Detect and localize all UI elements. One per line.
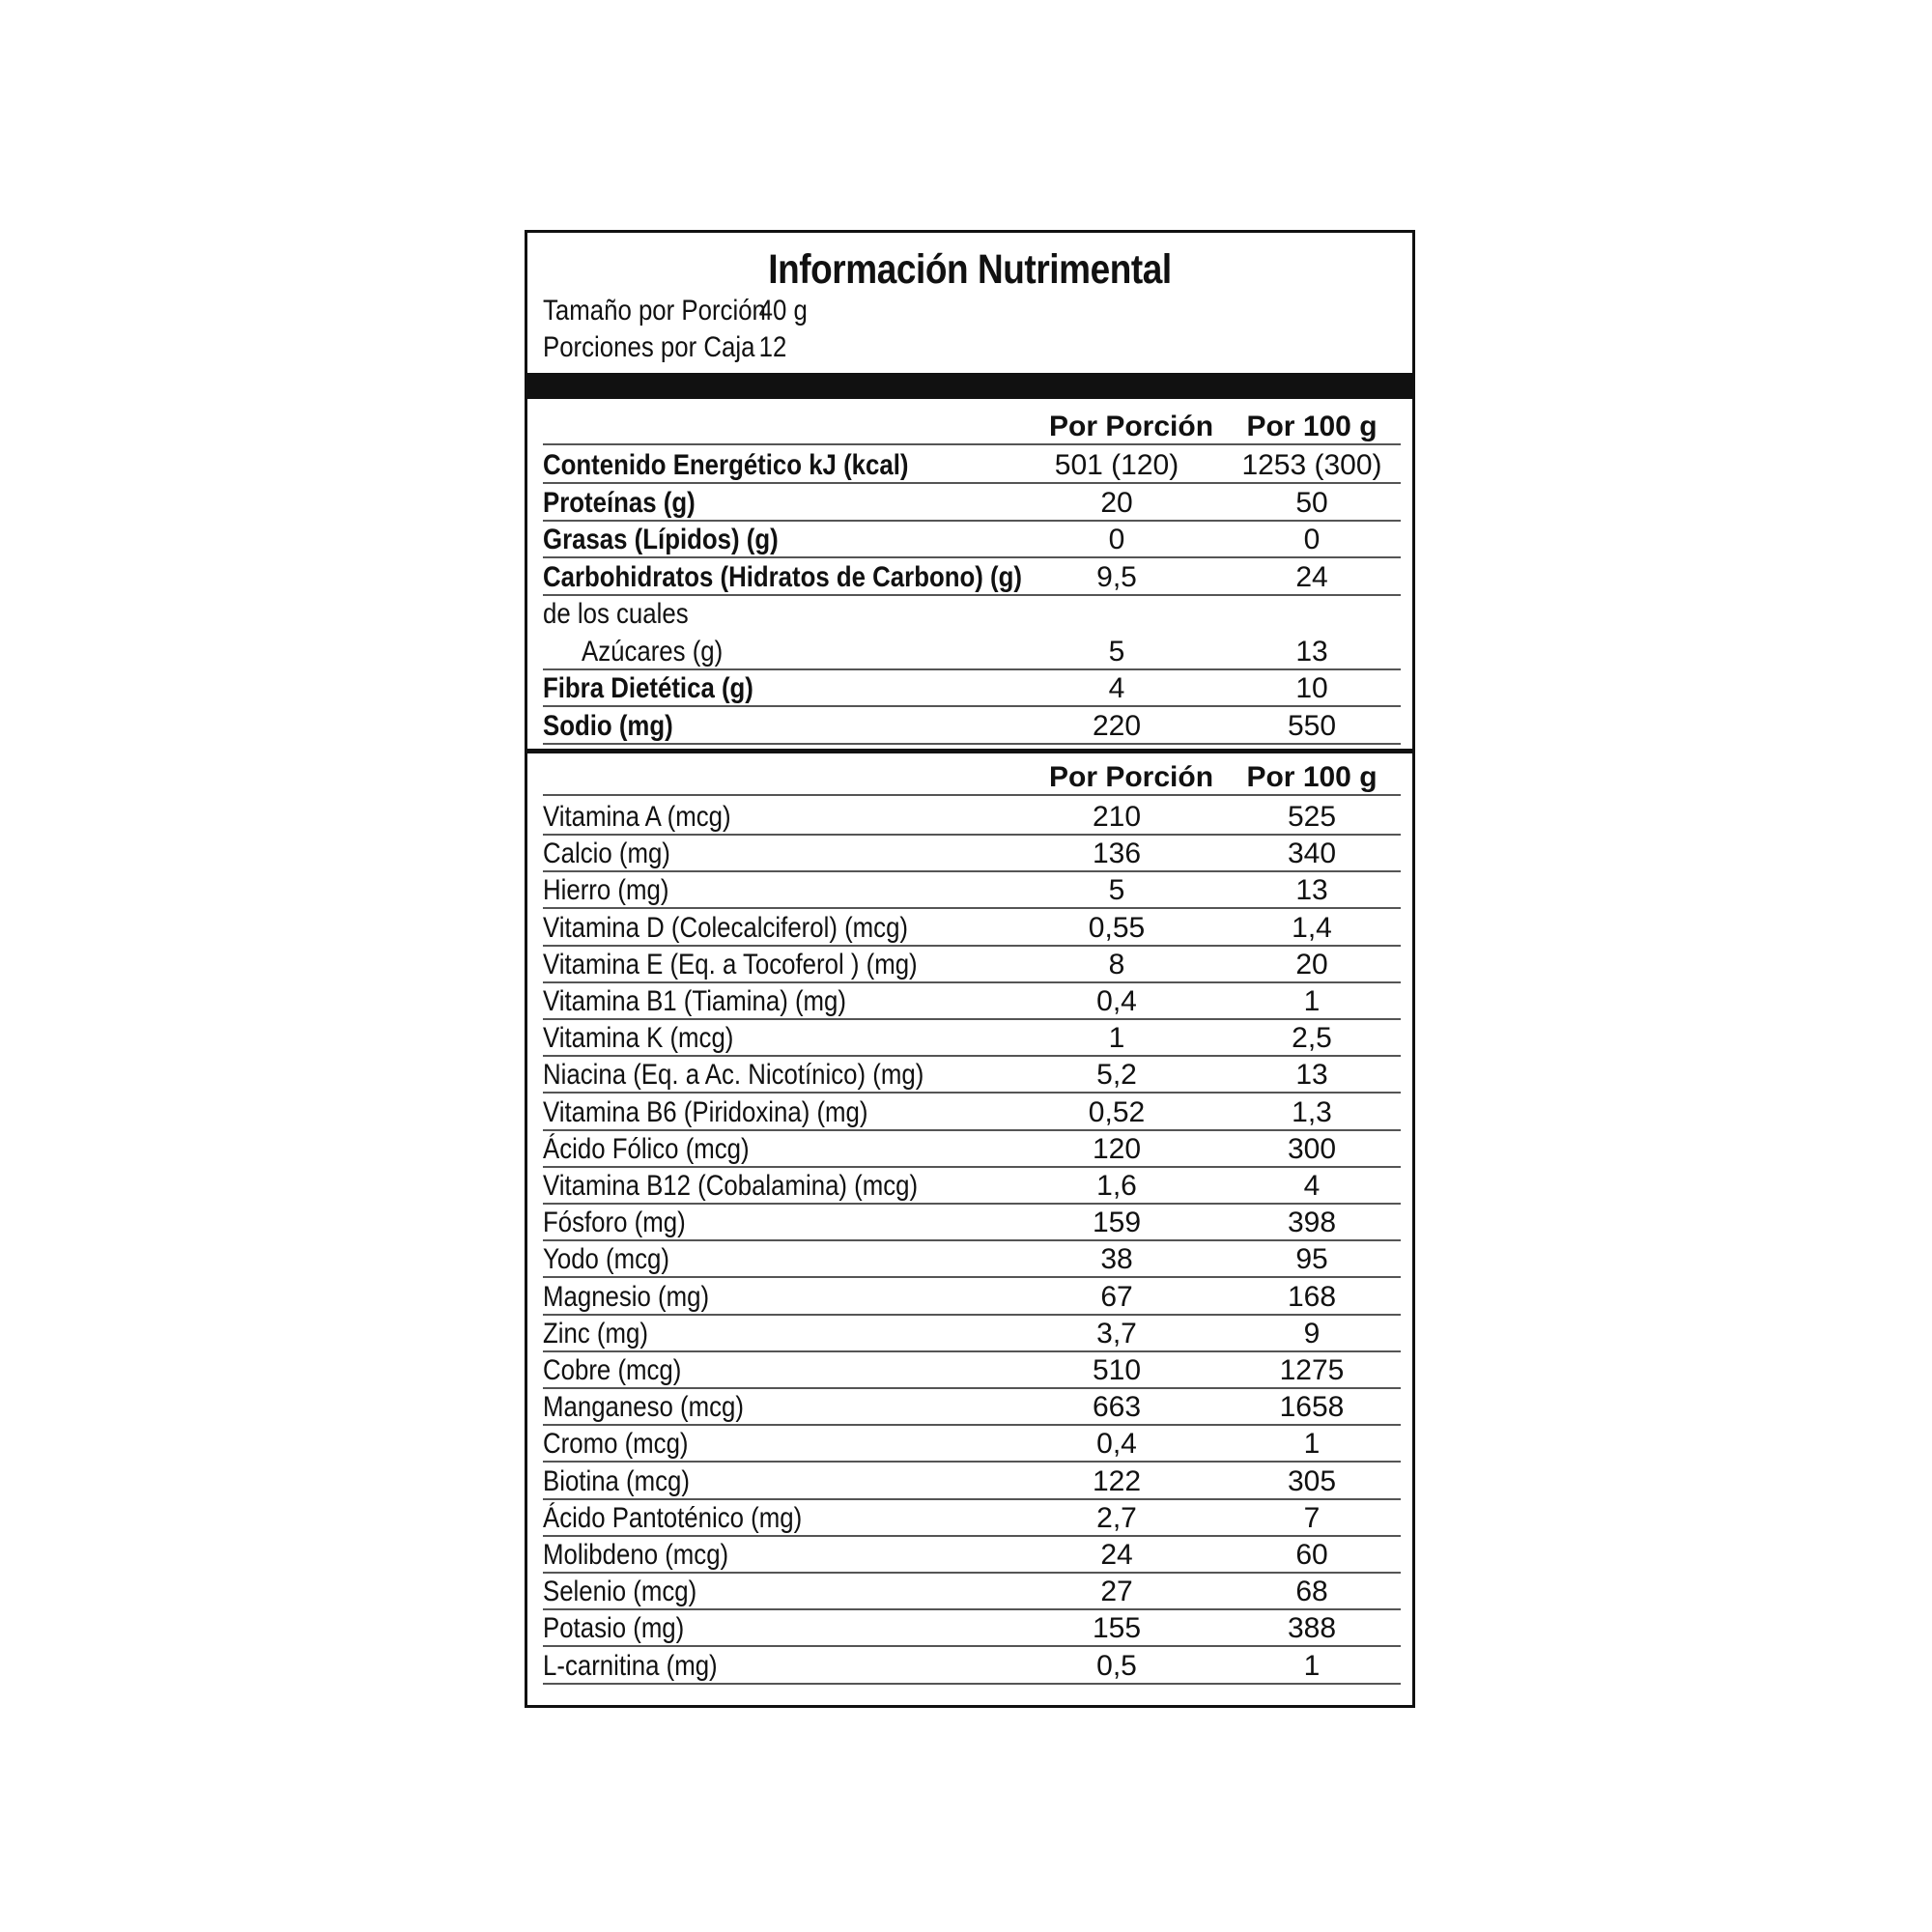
nutrient-label: Cromo (mcg) [543,1428,689,1461]
micro-row [543,1426,1401,1463]
per-serving-value: 210 [1092,801,1142,833]
per-100g-value: 1253 (300) [1241,449,1382,481]
per-100g-value: 525 [1287,801,1337,833]
per-serving-value: 67 [1100,1280,1133,1313]
per-100g-value: 50 [1295,486,1328,519]
nutrient-label: Hierro (mg) [543,874,669,907]
per-serving-value: 510 [1092,1354,1142,1386]
per-serving-value: 159 [1092,1207,1142,1239]
per-serving-value: 220 [1092,709,1142,742]
per-serving-value: 1 [1108,1022,1125,1055]
per-serving-value: 20 [1100,486,1133,519]
micro-row [543,1205,1401,1241]
per-serving-value: 3,7 [1096,1317,1137,1350]
micro-row [543,1316,1401,1352]
per-100g-value: 13 [1295,635,1328,668]
nutrient-label: Sodio (mg) [543,709,673,742]
micro-row [543,1537,1401,1574]
per-100g-value: 95 [1295,1243,1328,1276]
micro-header-per-100g: Por 100 g [1246,761,1378,793]
macro-row [543,485,1401,522]
per-serving-value: 0,4 [1096,1428,1137,1461]
serving-size-line [543,295,808,327]
per-serving-value: 0,52 [1088,1095,1146,1128]
micro-row [543,1500,1401,1537]
macro-header-row [543,409,1401,445]
micro-row [543,872,1401,909]
per-serving-value: 24 [1100,1539,1133,1571]
per-serving-value: 122 [1092,1464,1142,1497]
nutrient-label: Contenido Energético kJ (kcal) [543,449,909,481]
macro-row [543,447,1401,484]
micro-row [543,1648,1401,1685]
per-100g-value: 68 [1295,1576,1328,1608]
per-100g-value: 1 [1303,1649,1321,1682]
nutrient-label: Molibdeno (mcg) [543,1539,729,1571]
servings-per-box-line [543,331,787,364]
per-serving-value [1049,596,1184,633]
per-serving-value: 27 [1100,1576,1133,1608]
nutrient-label: de los cuales [543,598,689,630]
macro-row [543,596,1401,633]
micro-row [543,1610,1401,1647]
nutrient-label: Niacina (Eq. a Ac. Nicotínico) (mg) [543,1059,924,1092]
micro-row [543,1463,1401,1500]
per-100g-value: 13 [1295,874,1328,907]
per-100g-value: 1,3 [1292,1095,1332,1128]
nutrient-label: Biotina (mcg) [543,1464,690,1497]
per-serving-value: 120 [1092,1132,1142,1165]
per-serving-value: 8 [1108,948,1125,980]
nutrient-label: Proteínas (g) [543,486,696,519]
thick-divider [527,373,1412,399]
nutrient-label: Carbohidratos (Hidratos de Carbono) (g) [543,560,1022,593]
micro-row [543,799,1401,836]
micro-header-per-serving: Por Porción [1049,761,1214,793]
per-100g-value: 388 [1287,1612,1337,1645]
nutrient-label: Vitamina B6 (Piridoxina) (mg) [543,1095,868,1128]
micro-row [543,1279,1401,1316]
nutrient-label: Vitamina B1 (Tiamina) (mg) [543,985,846,1017]
micro-header-row [543,759,1401,796]
servings-per-box-value: 12 [758,331,787,363]
macro-header-per-serving: Por Porción [1049,411,1214,442]
per-serving-value: 5 [1108,635,1125,668]
nutrient-label: Fibra Dietética (g) [543,672,753,704]
macro-header-per-100g: Por 100 g [1246,411,1378,442]
per-serving-value: 136 [1092,838,1142,870]
per-100g-value: 60 [1295,1539,1328,1571]
per-100g-value: 4 [1303,1170,1321,1202]
nutrient-label: Calcio (mg) [543,838,670,870]
micro-row [543,1020,1401,1057]
per-100g-value: 1,4 [1292,911,1332,944]
per-100g-value: 13 [1295,1059,1328,1092]
nutrient-label: Grasas (Lípidos) (g) [543,524,779,555]
micro-row [543,947,1401,983]
nutrient-label: Vitamina B12 (Cobalamina) (mcg) [543,1170,919,1202]
nutrient-label: Yodo (mcg) [543,1243,669,1276]
per-100g-value: 1275 [1279,1354,1345,1386]
micro-row [543,1168,1401,1205]
nutrient-label: Ácido Fólico (mcg) [543,1132,750,1165]
micro-row [543,836,1401,872]
macro-row [543,670,1401,707]
macro-row [543,708,1401,745]
micro-row [543,1574,1401,1610]
per-serving-value: 155 [1092,1612,1142,1645]
micro-row [543,1352,1401,1389]
per-100g-value: 1 [1303,985,1321,1017]
macro-row [543,634,1401,670]
micro-row [543,910,1401,947]
macro-row [543,522,1401,558]
panel-title: Información Nutrimental [768,246,1172,293]
per-serving-value: 0,5 [1096,1649,1137,1682]
per-100g-value: 168 [1287,1280,1337,1313]
serving-size-value: 40 g [758,295,808,327]
per-serving-value: 501 (120) [1054,449,1179,481]
per-100g-value: 398 [1287,1207,1337,1239]
nutrient-label: Vitamina D (Colecalciferol) (mcg) [543,911,909,944]
per-100g-value [1223,596,1401,633]
per-100g-value: 340 [1287,838,1337,870]
nutrient-label: Potasio (mg) [543,1612,685,1645]
micro-row [543,983,1401,1020]
nutrient-label: Azúcares (g) [582,635,724,668]
per-100g-value: 9 [1303,1317,1321,1350]
micro-row [543,1241,1401,1278]
per-100g-value: 0 [1303,524,1321,555]
per-100g-value: 2,5 [1292,1022,1332,1055]
nutrient-label: Selenio (mcg) [543,1576,697,1608]
nutrient-label: Cobre (mcg) [543,1354,682,1386]
nutrient-label: Vitamina A (mcg) [543,801,731,833]
per-100g-value: 305 [1287,1464,1337,1497]
per-serving-value: 663 [1092,1391,1142,1424]
nutrient-label: Zinc (mg) [543,1317,648,1350]
per-100g-value: 20 [1295,948,1328,980]
section-divider [527,749,1412,753]
servings-per-box-label: Porciones por Caja [543,331,755,363]
per-serving-value: 0 [1108,524,1125,555]
nutrient-label: Vitamina E (Eq. a Tocoferol ) (mg) [543,948,918,980]
per-serving-value: 1,6 [1096,1170,1137,1202]
nutrient-label: Manganeso (mcg) [543,1391,744,1424]
nutrient-label: Ácido Pantoténico (mg) [543,1501,803,1534]
per-serving-value: 5,2 [1096,1059,1137,1092]
per-100g-value: 1658 [1279,1391,1345,1424]
per-100g-value: 1 [1303,1428,1321,1461]
micro-row [543,1131,1401,1168]
per-serving-value: 4 [1108,672,1125,704]
per-100g-value: 300 [1287,1132,1337,1165]
serving-size-label: Tamaño por Porción [543,295,766,327]
macro-row [543,559,1401,596]
per-100g-value: 24 [1295,560,1328,593]
per-serving-value: 9,5 [1096,560,1137,593]
micro-row [543,1389,1401,1426]
per-100g-value: 10 [1295,672,1328,704]
nutrient-label: Vitamina K (mcg) [543,1022,734,1055]
per-serving-value: 0,4 [1096,985,1137,1017]
nutrient-label: Magnesio (mg) [543,1280,710,1313]
micro-row [543,1057,1401,1094]
per-serving-value: 2,7 [1096,1501,1137,1534]
per-100g-value: 550 [1287,709,1337,742]
micro-row [543,1094,1401,1131]
nutrient-label: Fósforo (mg) [543,1207,686,1239]
per-serving-value: 38 [1100,1243,1133,1276]
nutrition-facts-panel [525,230,1415,1708]
per-serving-value: 0,55 [1088,911,1146,944]
per-100g-value: 7 [1303,1501,1321,1534]
per-serving-value: 5 [1108,874,1125,907]
nutrient-label: L-carnitina (mg) [543,1649,718,1682]
